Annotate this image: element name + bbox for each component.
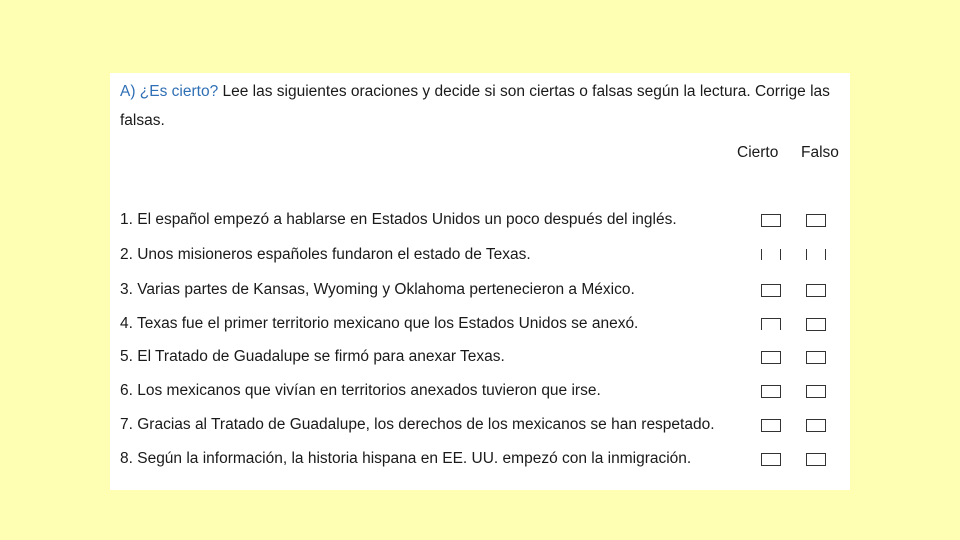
cierto-checkbox[interactable] [761,351,781,364]
statement-text: 6. Los mexicanos que vivían en territorios anexados tuvieron que irse. [120,382,601,399]
statement-row-5 [120,345,845,369]
cierto-checkbox[interactable] [761,385,781,398]
statement-text: 2. Unos misioneros españoles fundaron el estado de Texas. [120,246,531,263]
cierto-checkbox[interactable] [761,453,781,466]
statement-text: 5. El Tratado de Guadalupe se firmó para anexar Texas. [120,348,505,365]
falso-checkbox[interactable] [806,453,826,466]
column-header-cierto: Cierto [737,144,779,161]
statement-text: 1. El español empezó a hablarse en Estados Unidos un poco después del inglés. [120,211,677,228]
statement-row-2 [120,243,845,267]
exercise-label: A) ¿Es cierto? [120,83,219,100]
falso-checkbox[interactable] [806,419,826,432]
statement-row-1 [120,208,845,232]
statement-text: 7. Gracias al Tratado de Guadalupe, los derechos de los mexicanos se han respetado. [120,416,715,433]
falso-checkbox[interactable] [806,385,826,398]
falso-checkbox[interactable] [806,351,826,364]
instructions-text: Lee las siguientes oraciones y decide si son ciertas o falsas según la lectura. Corrige las falsas. [120,83,830,129]
cierto-checkbox[interactable] [761,284,781,297]
column-header-falso: Falso [801,144,839,161]
statement-text: 4. Texas fue el primer territorio mexicano que los Estados Unidos se anexó. [120,315,639,332]
cierto-checkbox[interactable] [761,419,781,432]
statement-row-7 [120,413,845,437]
cierto-checkbox[interactable] [761,249,781,260]
statement-text: 8. Según la información, la historia hispana en EE. UU. empezó con la inmigración. [120,450,692,467]
statement-row-6 [120,379,845,403]
statement-row-4 [120,312,845,336]
statement-row-8 [120,447,845,471]
cierto-checkbox[interactable] [761,318,781,330]
statement-row-3 [120,278,845,302]
falso-checkbox[interactable] [806,318,826,331]
cierto-checkbox[interactable] [761,214,781,227]
falso-checkbox[interactable] [806,284,826,297]
statement-text: 3. Varias partes de Kansas, Wyoming y Oklahoma pertenecieron a México. [120,281,635,298]
worksheet [110,73,850,490]
falso-checkbox[interactable] [806,214,826,227]
instructions [120,77,842,135]
falso-checkbox[interactable] [806,249,826,260]
